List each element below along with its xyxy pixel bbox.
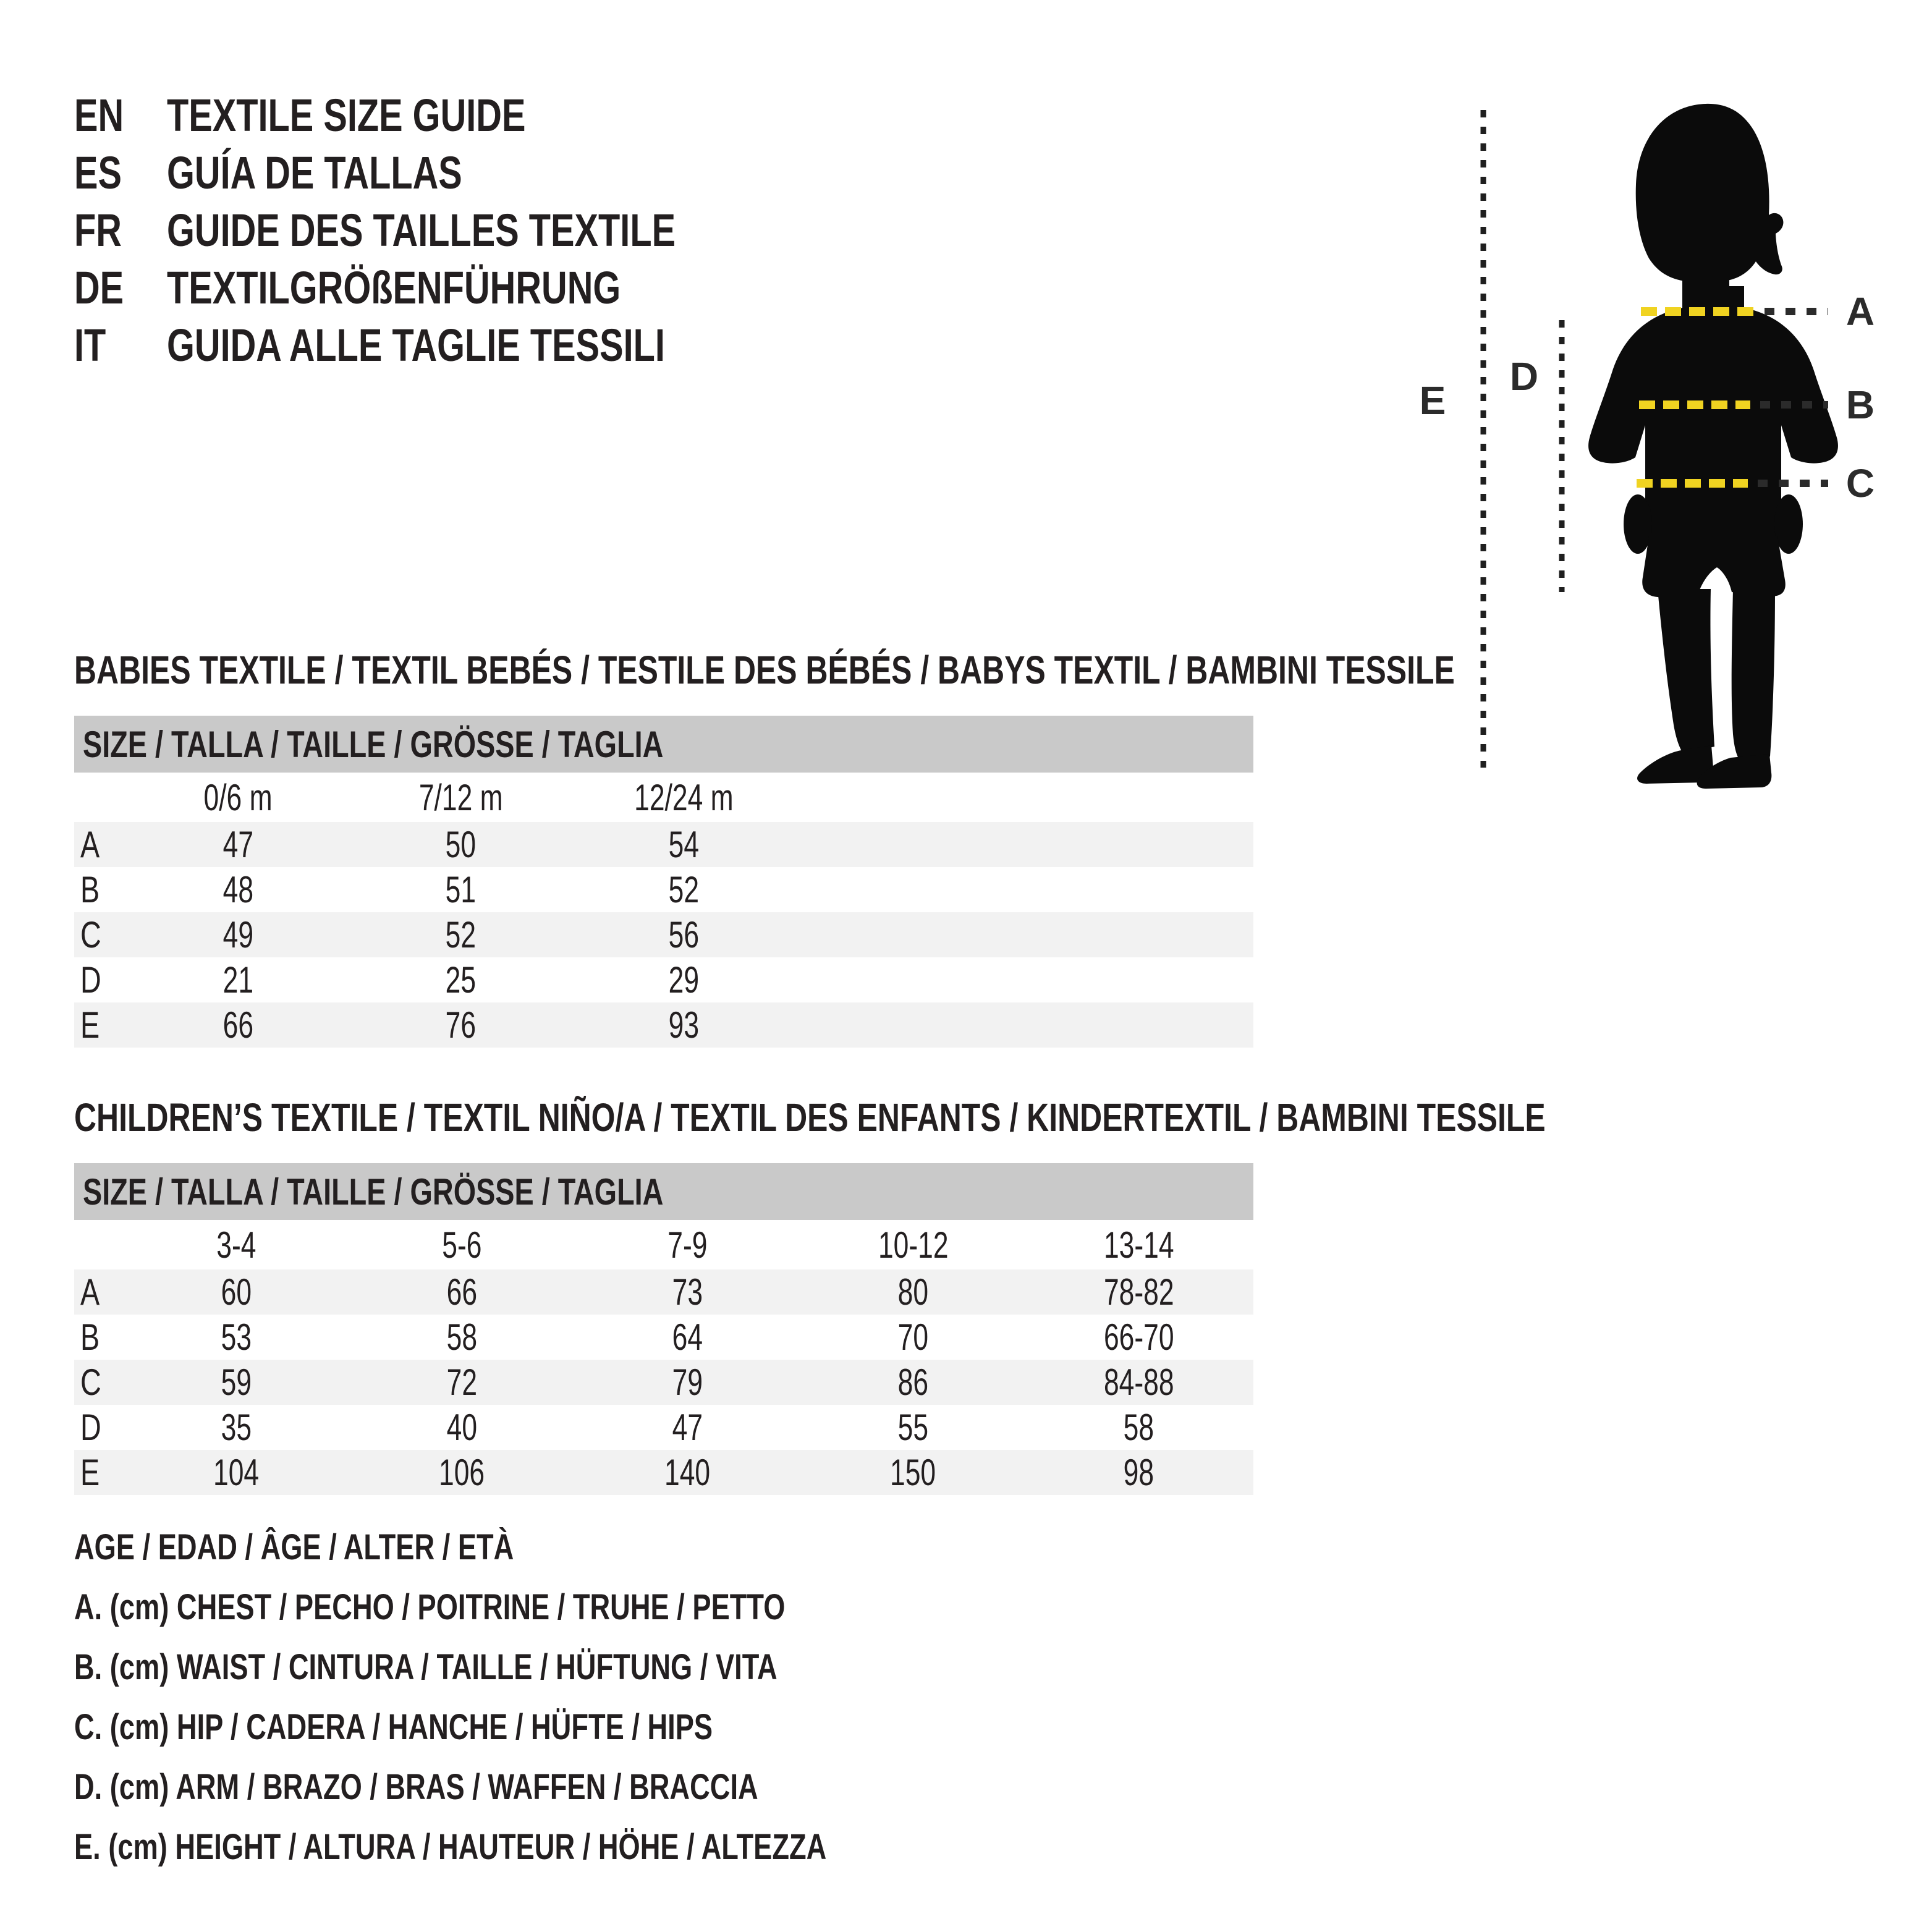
children-size-table [74, 1163, 1253, 1495]
table-cell: 56 [668, 914, 699, 955]
language-row-es [74, 144, 819, 201]
table-cell: 25 [445, 959, 477, 1001]
table-row-e [74, 1450, 1253, 1495]
column-header: 13-14 [1103, 1224, 1174, 1266]
column-header: 0/6 m [203, 776, 273, 818]
legend-age: AGE / EDAD / ÂGE / ALTER / ETÀ [74, 1527, 514, 1567]
language-title: TEXTILE SIZE GUIDE [167, 90, 526, 141]
language-code: IT [74, 320, 106, 371]
language-title: GUIDE DES TAILLES TEXTILE [167, 205, 676, 256]
row-label: D [80, 959, 101, 1001]
row-label: E [80, 1452, 100, 1493]
table-cell: 52 [445, 914, 477, 955]
table-cell: 72 [446, 1362, 478, 1403]
table-cell: 40 [446, 1407, 478, 1448]
column-header: 5-6 [442, 1224, 482, 1266]
language-title: TEXTILGRÖßENFÜHRUNG [167, 262, 621, 313]
children-column-header-row [74, 1220, 1253, 1269]
table-cell: 66-70 [1103, 1316, 1174, 1358]
row-label: E [80, 1004, 100, 1046]
row-label: C [80, 1362, 101, 1403]
table-row-b [74, 867, 1253, 912]
table-row-d [74, 1405, 1253, 1450]
table-row-a [74, 822, 1253, 867]
table-cell: 66 [222, 1004, 253, 1046]
row-label: B [80, 869, 100, 910]
table-cell: 35 [221, 1407, 252, 1448]
language-code: ES [74, 147, 122, 198]
table-cell: 58 [1123, 1407, 1155, 1448]
table-cell: 104 [213, 1452, 260, 1493]
children-section-title: CHILDREN’S TEXTILE / TEXTIL NIÑO/A / TEXTIL DES ENFANTS / KINDERTEXTIL / BAMBINI TESSILE [74, 1095, 1546, 1140]
table-cell: 64 [672, 1316, 703, 1358]
legend-arm: D. (cm) ARM / BRAZO / BRAS / WAFFEN / BRACCIA [74, 1767, 758, 1807]
table-cell: 59 [221, 1362, 252, 1403]
legend-hip: C. (cm) HIP / CADERA / HANCHE / HÜFTE / HIPS [74, 1707, 713, 1747]
table-cell: 55 [897, 1407, 929, 1448]
table-cell: 48 [222, 869, 253, 910]
language-row-en [74, 87, 819, 144]
table-cell: 73 [672, 1271, 703, 1313]
table-cell: 52 [668, 869, 699, 910]
table-cell: 29 [668, 959, 699, 1001]
language-code: FR [74, 205, 122, 256]
language-code: DE [74, 262, 124, 313]
language-row-it [74, 316, 819, 374]
table-row-a [74, 1269, 1253, 1315]
column-header: 3-4 [216, 1224, 256, 1266]
table-cell: 98 [1123, 1452, 1155, 1493]
table-cell: 84-88 [1103, 1362, 1174, 1403]
babies-size-table [74, 716, 1253, 1048]
table-cell: 21 [222, 959, 253, 1001]
table-cell: 66 [446, 1271, 478, 1313]
babies-size-header-bar: SIZE / TALLA / TAILLE / GRÖSSE / TAGLIA [74, 716, 1253, 773]
table-cell: 106 [439, 1452, 485, 1493]
table-row-e [74, 1002, 1253, 1048]
silhouette-shirt [1588, 286, 1838, 546]
row-label: C [80, 914, 101, 955]
table-row-c [74, 1360, 1253, 1405]
table-row-d [74, 957, 1253, 1002]
table-cell: 47 [672, 1407, 703, 1448]
column-header: 10-12 [878, 1224, 949, 1266]
language-code: EN [74, 90, 124, 141]
language-title: GUIDA ALLE TAGLIE TESSILI [167, 320, 665, 371]
height-label-e: E [1419, 378, 1446, 423]
row-label: B [80, 1316, 100, 1358]
table-cell: 47 [222, 824, 253, 865]
table-cell: 80 [897, 1271, 929, 1313]
table-cell: 49 [222, 914, 253, 955]
table-cell: 76 [445, 1004, 477, 1046]
table-cell: 54 [668, 824, 699, 865]
table-cell: 58 [446, 1316, 478, 1358]
waist-label-b: B [1845, 383, 1875, 427]
table-cell: 50 [445, 824, 477, 865]
row-label: A [80, 824, 100, 865]
table-cell: 86 [897, 1362, 929, 1403]
legend-waist: B. (cm) WAIST / CINTURA / TAILLE / HÜFTUNG / VITA [74, 1647, 777, 1687]
silhouette-head [1636, 104, 1784, 281]
row-label: D [80, 1407, 101, 1448]
language-heading-list [74, 87, 819, 374]
table-cell: 79 [672, 1362, 703, 1403]
column-header: 7/12 m [418, 776, 503, 818]
column-header: 7-9 [667, 1224, 708, 1266]
babies-column-header-row [74, 773, 1253, 822]
row-label: A [80, 1271, 100, 1313]
language-title: GUÍA DE TALLAS [167, 147, 462, 198]
chest-label-a: A [1845, 289, 1875, 334]
table-cell: 51 [445, 869, 477, 910]
table-row-b [74, 1315, 1253, 1360]
table-cell: 150 [890, 1452, 936, 1493]
table-cell: 93 [668, 1004, 699, 1046]
language-row-fr [74, 201, 819, 259]
table-cell: 78-82 [1103, 1271, 1174, 1313]
column-header: 12/24 m [633, 776, 734, 818]
table-cell: 60 [221, 1271, 252, 1313]
arm-label-d: D [1509, 354, 1539, 399]
babies-section-title: BABIES TEXTILE / TEXTIL BEBÉS / TESTILE DES BÉBÉS / BABYS TEXTIL / BAMBINI TESSILE [74, 648, 1455, 692]
table-cell: 140 [664, 1452, 711, 1493]
legend-height: E. (cm) HEIGHT / ALTURA / HAUTEUR / HÖHE / ALTEZZA [74, 1827, 827, 1867]
language-row-de [74, 259, 819, 316]
children-size-header-bar: SIZE / TALLA / TAILLE / GRÖSSE / TAGLIA [74, 1163, 1253, 1220]
table-row-c [74, 912, 1253, 957]
hip-label-c: C [1845, 461, 1875, 506]
silhouette-shorts [1642, 536, 1786, 597]
table-cell: 70 [897, 1316, 929, 1358]
measurement-legend [74, 1517, 1039, 1877]
table-cell: 53 [221, 1316, 252, 1358]
legend-chest: A. (cm) CHEST / PECHO / POITRINE / TRUHE / PETTO [74, 1587, 786, 1627]
